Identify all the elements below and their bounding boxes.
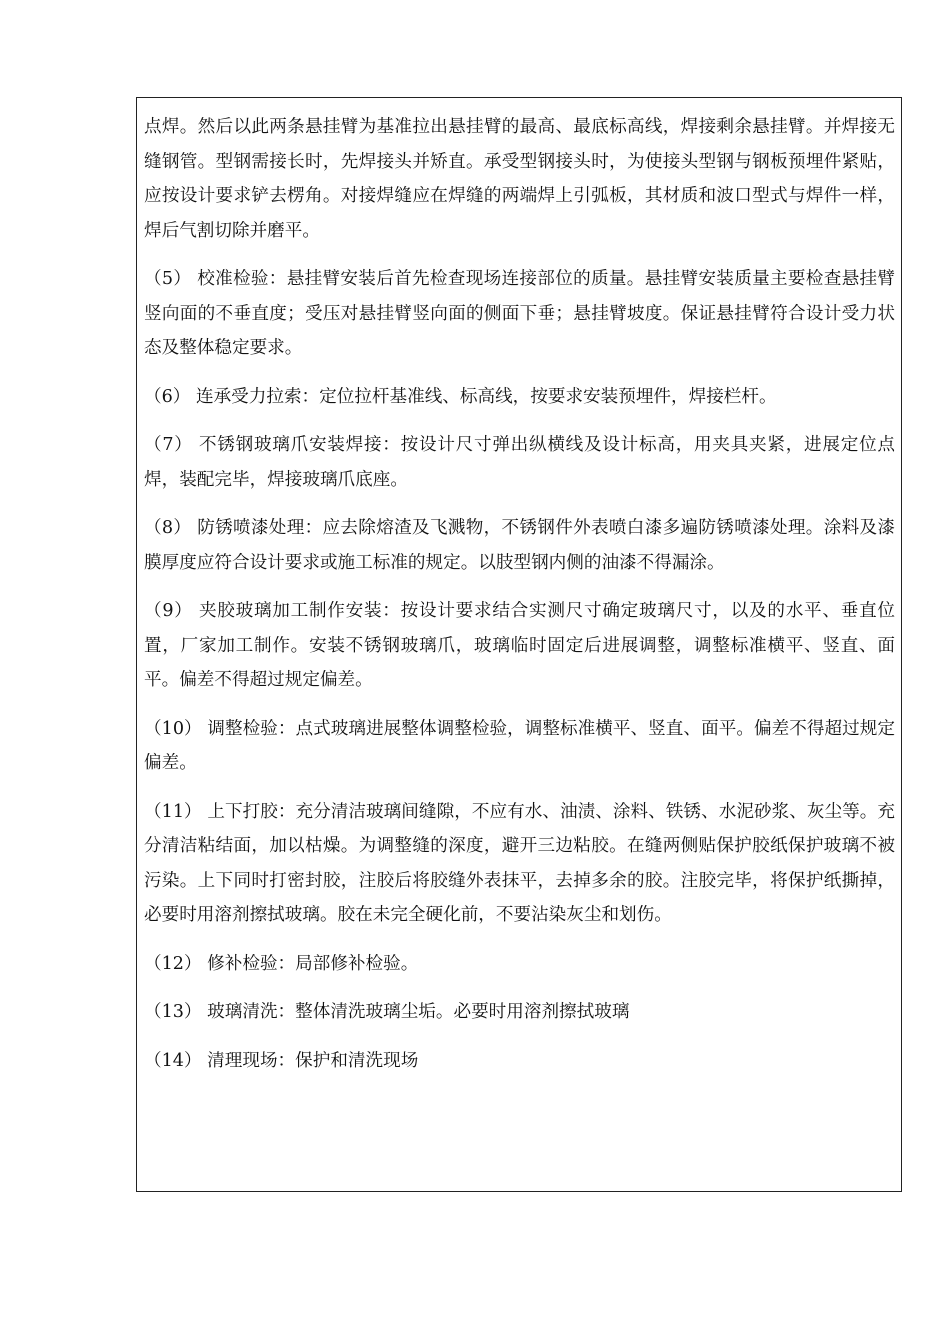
paragraph-step-5: （5） 校准检验：悬挂臂安装后首先检查现场连接部位的质量。悬挂臂安装质量主要检查悬挂臂竖向面的不垂直度；受压对悬挂臂竖向面的侧面下垂；悬挂臂坡度。保证悬挂臂符合设计受力状态及整体稳定要求。 bbox=[144, 269, 895, 358]
paragraph-step-12: （12） 修补检验：局部修补检验。 bbox=[144, 953, 419, 974]
paragraph-step-11: （11） 上下打胶：充分清洁玻璃间缝隙，不应有水、油渍、涂料、铁锈、水泥砂浆、灰尘等。充分清洁粘结面，加以枯燥。为调整缝的深度，避开三边粘胶。在缝两侧贴保护胶纸保护玻璃不被污染。上下同时打密封胶，注胶后将胶缝外表抹平，去掉多余的胶。注胶完毕，将保护纸撕掉，必要时用溶剂擦拭玻璃。胶在未完全硬化前，不要沾染灰尘和划伤。 bbox=[144, 801, 895, 925]
document-frame bbox=[136, 97, 902, 1192]
paragraph-continuation: 点焊。然后以此两条悬挂臂为基准拉出悬挂臂的最高、最底标高线，焊接剩余悬挂臂。并焊接无缝钢管。型钢需接长时，先焊接头并矫直。承受型钢接头时，为使接头型钢与钢板预埋件紧贴，应按设计要求铲去楞角。对接焊缝应在焊缝的两端焊上引弧板，其材质和波口型式与焊件一样，焊后气割切除并磨平。 bbox=[144, 117, 895, 241]
paragraph-step-7: （7） 不锈钢玻璃爪安装焊接：按设计尺寸弹出纵横线及设计标高，用夹具夹紧，进展定位点焊，装配完毕，焊接玻璃爪底座。 bbox=[144, 435, 895, 490]
paragraph-step-13: （13） 玻璃清洗：整体清洗玻璃尘垢。必要时用溶剂擦拭玻璃 bbox=[144, 1002, 630, 1022]
paragraph-step-14: （14） 清理现场：保护和清洗现场 bbox=[144, 1050, 419, 1071]
paragraph-step-9: （9） 夹胶玻璃加工制作安装：按设计要求结合实测尺寸确定玻璃尺寸，以及的水平、垂直位置，厂家加工制作。安装不锈钢玻璃爪，玻璃临时固定后进展调整，调整标准横平、竖直、面平。偏差不得超过规定偏差。 bbox=[144, 601, 895, 690]
paragraph-step-8: （8） 防锈喷漆处理：应去除熔渣及飞溅物，不锈钢件外表喷白漆多遍防锈喷漆处理。涂料及漆膜厚度应符合设计要求或施工标准的规定。以肢型钢内侧的油漆不得漏涂。 bbox=[144, 518, 895, 573]
document-body bbox=[144, 110, 895, 1092]
paragraph-step-6: （6） 连承受力拉索：定位拉杆基准线、标高线，按要求安装预埋件，焊接栏杆。 bbox=[144, 386, 777, 407]
paragraph-step-10: （10） 调整检验：点式玻璃进展整体调整检验，调整标准横平、竖直、面平。偏差不得超过规定偏差。 bbox=[144, 718, 895, 773]
